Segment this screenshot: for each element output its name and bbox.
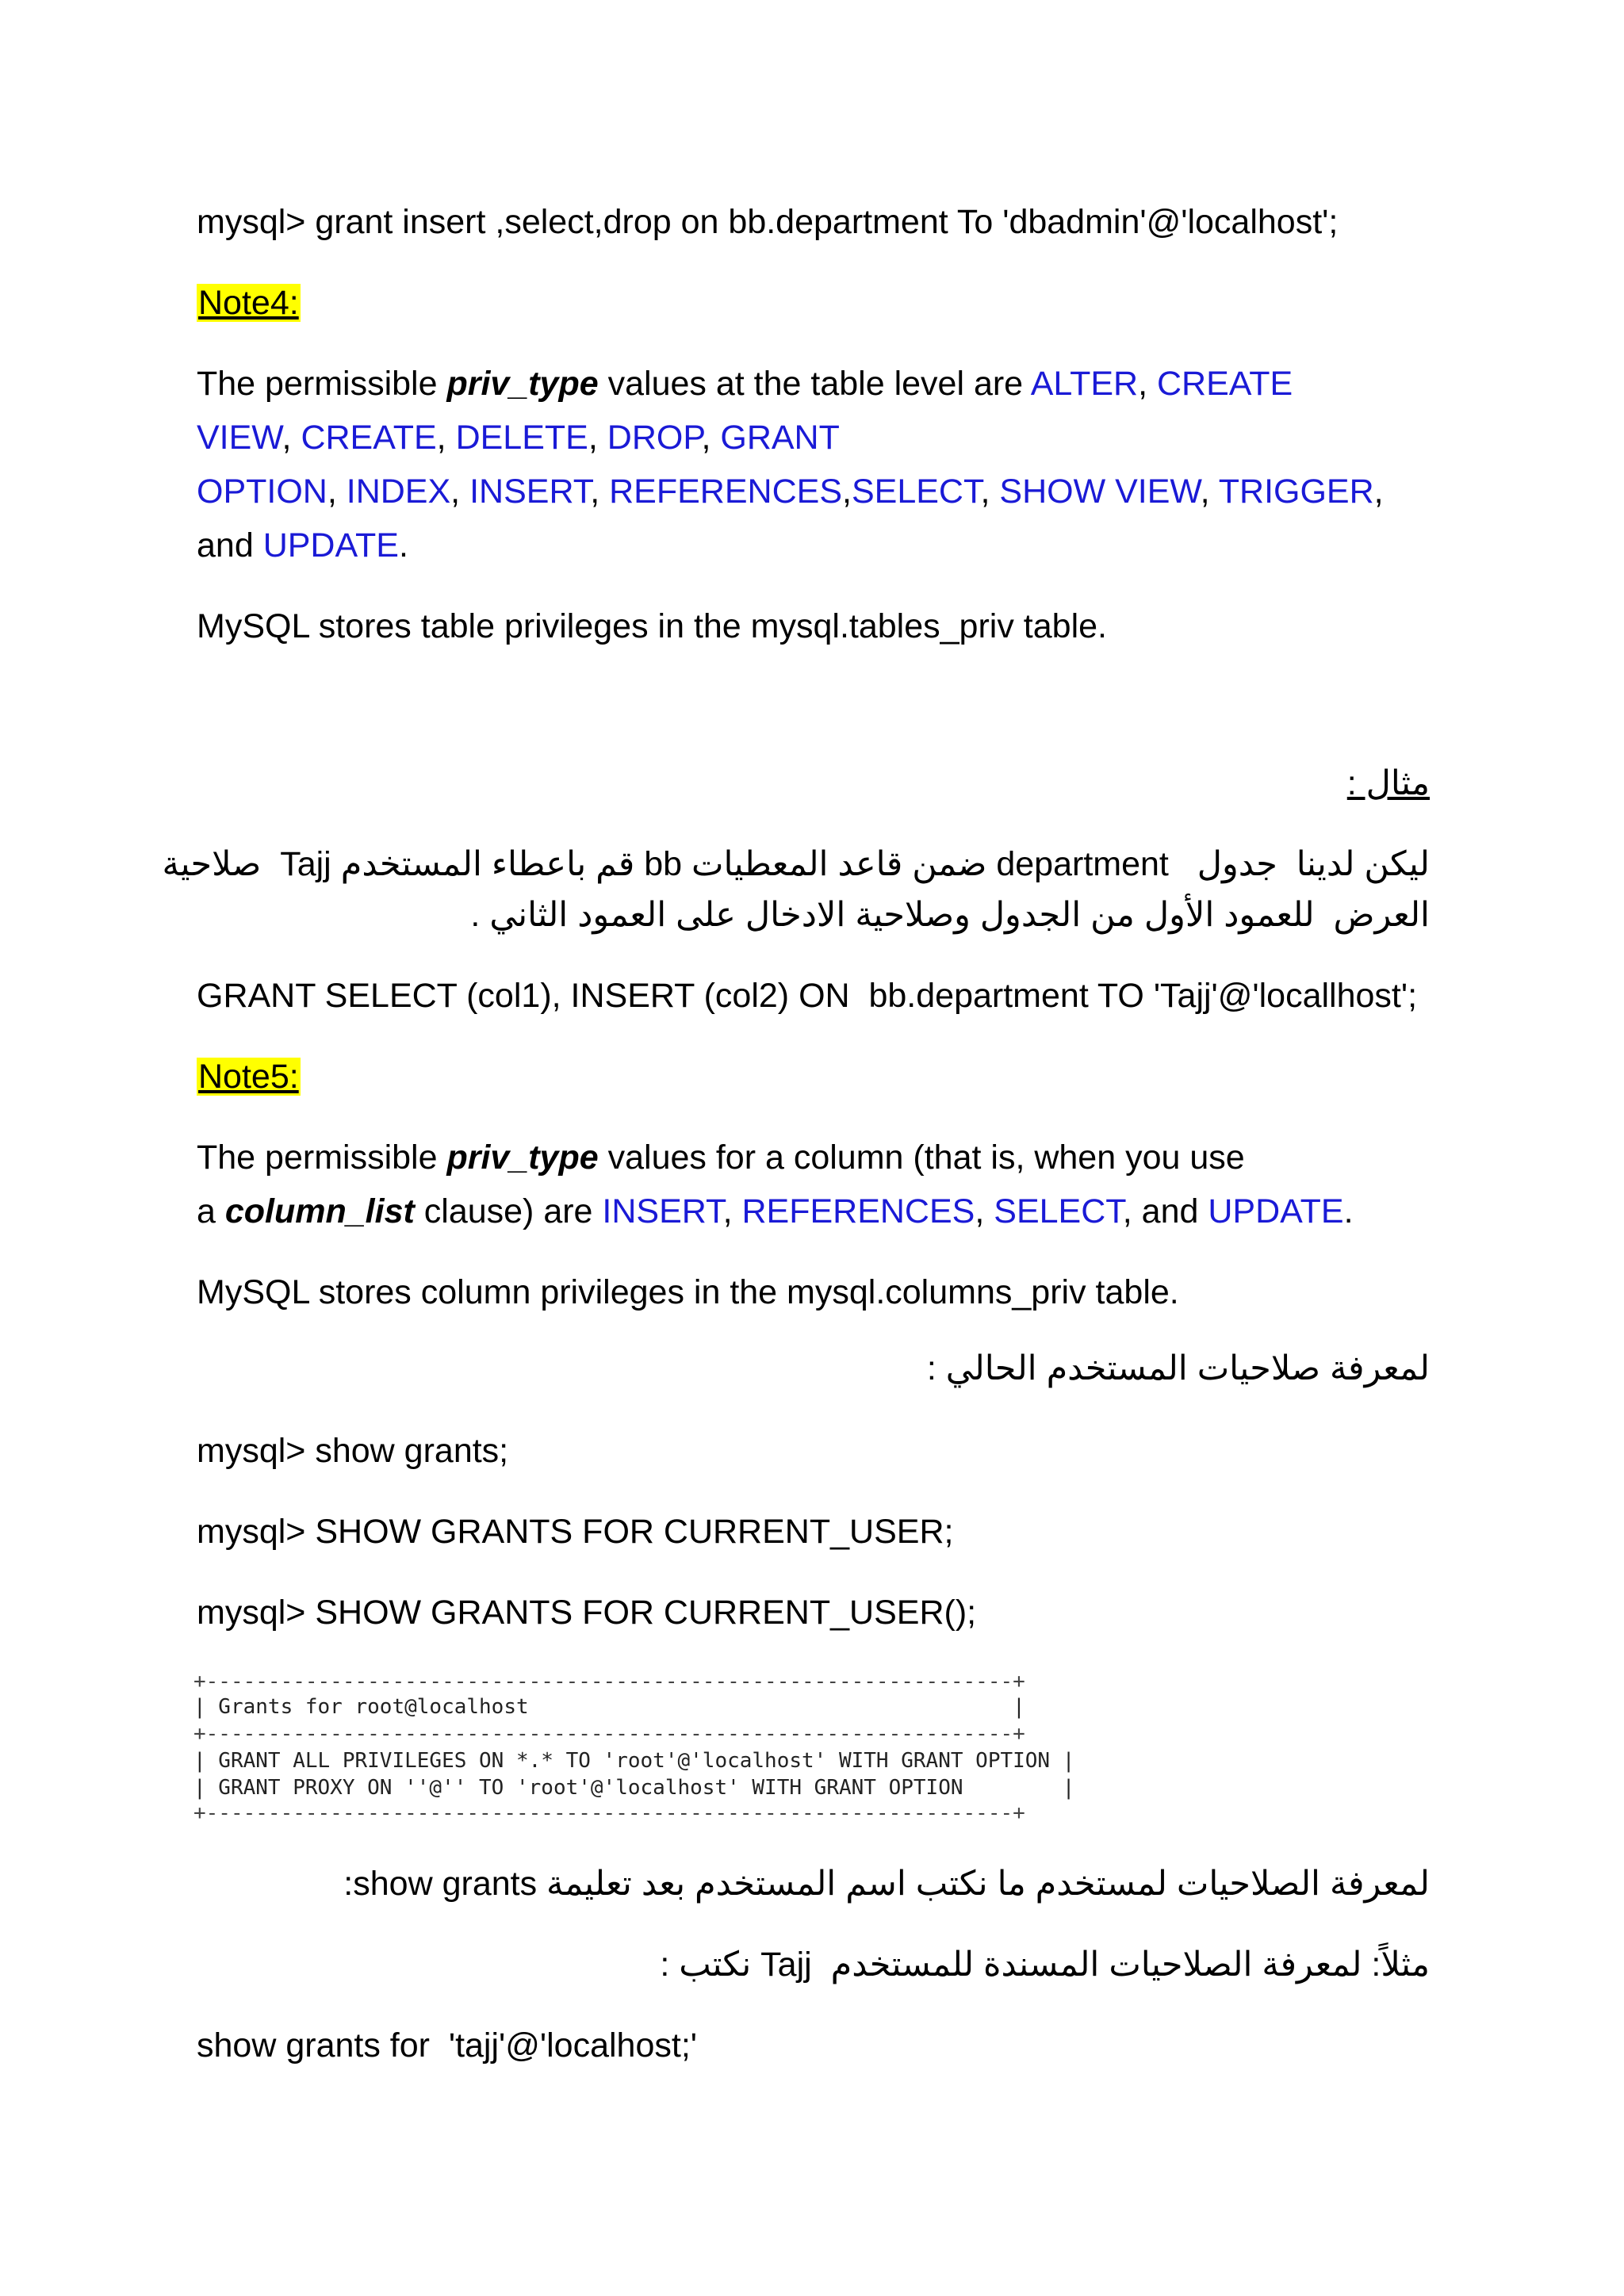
table-border: +-----------------------------------------------------------------+: [193, 1722, 1025, 1746]
sep: ,: [590, 473, 610, 511]
current-user-grants-heading: لمعرفة صلاحيات المستخدم الحالي :: [926, 1349, 1430, 1387]
sep: ,: [1200, 473, 1219, 511]
example-heading: مثال :: [1346, 764, 1430, 802]
show-grants-current-user-fn-command: mysql> SHOW GRANTS FOR CURRENT_USER();: [197, 1594, 977, 1632]
note5-label: [197, 1050, 301, 1104]
table-row: | GRANT PROXY ON ''@'' TO 'root'@'localhost' WITH GRANT OPTION |: [193, 1776, 1075, 1800]
user-grants-heading: لمعرفة الصلاحيات لمستخدم ما نكتب اسم المستخدم بعد تعليمة show grants:: [343, 1865, 1430, 1903]
kw-create: CREATE: [301, 419, 437, 457]
kw-grant-option: GRANT: [720, 419, 840, 457]
note5-highlight: Note5:: [198, 1058, 299, 1096]
kw-update: UPDATE: [262, 526, 399, 564]
kw-create-view: CREATE: [1157, 365, 1293, 403]
kw-select: SELECT: [994, 1192, 1123, 1230]
table-priv-line-4: [197, 519, 408, 572]
columns-priv-note: MySQL stores column privileges in the mysql.columns_priv table.: [197, 1273, 1179, 1311]
table-priv-line-1: [197, 357, 1293, 411]
kw-drop: DROP: [607, 419, 702, 457]
kw-insert: INSERT: [602, 1192, 723, 1230]
note4-highlight: Note4:: [198, 284, 299, 322]
sep: ,: [701, 419, 721, 457]
text: values at the table level are: [598, 365, 1031, 403]
kw-update: UPDATE: [1208, 1192, 1344, 1230]
table-row: | GRANT ALL PRIVILEGES ON *.* TO 'root'@'localhost' WITH GRANT OPTION |: [193, 1749, 1075, 1773]
table-header: | Grants for root@localhost |: [193, 1695, 1025, 1719]
grant-insert-command: mysql> grant insert ,select,drop on bb.department To 'dbadmin'@'localhost';: [197, 203, 1339, 241]
text: The permissible: [197, 1138, 447, 1177]
text: and: [197, 526, 263, 564]
table-priv-line-2: [197, 411, 840, 465]
sep: ,: [1373, 473, 1384, 511]
grant-select-command: GRANT SELECT (col1), INSERT (col2) ON bb.department TO 'Tajj'@'locallhost';: [197, 977, 1418, 1015]
table-priv-line-3: [197, 465, 1384, 519]
kw-insert: INSERT: [469, 473, 591, 511]
show-grants-current-user-command: mysql> SHOW GRANTS FOR CURRENT_USER;: [197, 1513, 954, 1551]
example-text-line-1: ليكن لدينا جدول department ضمن قاعد المعطيات bb قم باعطاء المستخدم Tajj صلاحية: [162, 845, 1430, 883]
text: values for a column (that is, when you use: [598, 1138, 1245, 1177]
show-grants-command: mysql> show grants;: [197, 1432, 509, 1470]
column-list-term: column_list: [224, 1192, 415, 1230]
column-priv-line-2: [197, 1184, 1354, 1238]
sep: ,: [327, 473, 347, 511]
text: The permissible: [197, 365, 447, 403]
sep: ,: [1138, 365, 1157, 403]
sep: ,: [842, 473, 852, 511]
sep: ,: [588, 419, 607, 457]
kw-grant-option: OPTION: [197, 473, 327, 511]
priv-type-term: priv_type: [446, 1138, 599, 1177]
show-grants-tajj-command: show grants for 'tajj'@'localhost;': [197, 2026, 697, 2064]
kw-alter: ALTER: [1030, 365, 1139, 403]
sep: ,: [722, 1192, 742, 1230]
kw-create-view: VIEW: [197, 419, 282, 457]
priv-type-term: priv_type: [446, 365, 599, 403]
kw-references: REFERENCES: [741, 1192, 975, 1230]
example-text-line-2: العرض للعمود الأول من الجدول وصلاحية الادخال على العمود الثاني .: [470, 896, 1430, 934]
grants-output-table: [193, 1668, 1075, 1825]
kw-select: SELECT: [851, 473, 981, 511]
kw-show-view: SHOW VIEW: [999, 473, 1201, 511]
sep: ,: [975, 1192, 994, 1230]
tables-priv-note: MySQL stores table privileges in the mysql.tables_priv table.: [197, 607, 1107, 645]
sep: , and: [1122, 1192, 1208, 1230]
kw-delete: DELETE: [455, 419, 588, 457]
column-priv-line-1: [197, 1131, 1245, 1184]
sep: ,: [282, 419, 301, 457]
kw-index: INDEX: [346, 473, 451, 511]
sep: ,: [450, 473, 470, 511]
sep: ,: [436, 419, 456, 457]
kw-trigger: TRIGGER: [1218, 473, 1374, 511]
table-border: +-----------------------------------------------------------------+: [193, 1801, 1025, 1825]
text: clause) are: [414, 1192, 603, 1230]
tajj-grants-heading: مثلاً: لمعرفة الصلاحيات المسندة للمستخدم Tajj نكتب :: [660, 1946, 1430, 1984]
kw-references: REFERENCES: [609, 473, 843, 511]
note4-label: [197, 276, 301, 330]
sep: .: [1343, 1192, 1354, 1230]
sep: .: [398, 526, 408, 564]
table-border: +-----------------------------------------------------------------+: [193, 1670, 1025, 1693]
sep: ,: [980, 473, 1000, 511]
text: a: [197, 1192, 225, 1230]
